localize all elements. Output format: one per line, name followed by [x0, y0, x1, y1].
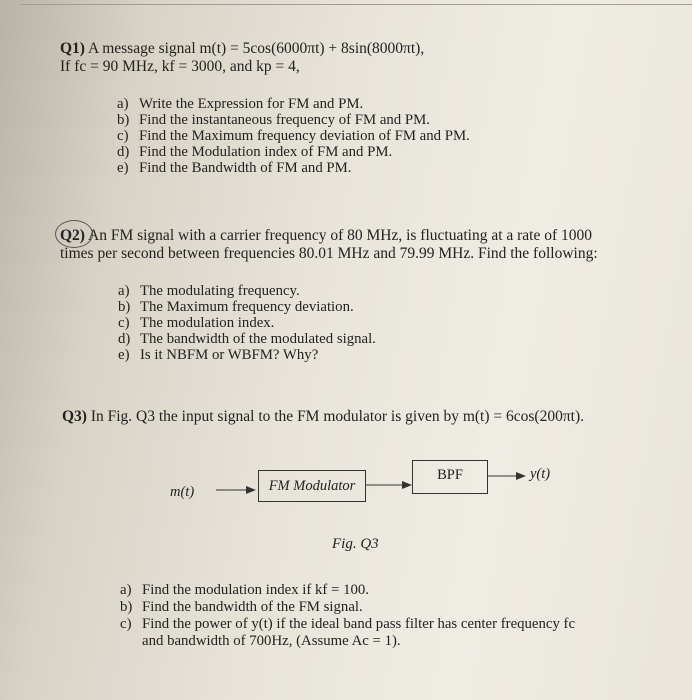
fm-modulator-label: FM Modulator: [268, 478, 356, 494]
q2-statement: An FM signal with a carrier frequency of 80 MHz, is fluctuating at a rate of 1000: [88, 227, 593, 244]
fig-q3-block-diagram: [160, 458, 580, 508]
q3-label: Q3): [62, 408, 87, 425]
q1-item-c: c) Find the Maximum frequency deviation of FM and PM.: [117, 128, 470, 144]
figure-caption: Fig. Q3: [332, 536, 379, 552]
q2-line-2: times per second between frequencies 80.01 MHz and 79.99 MHz. Find the following:: [60, 245, 598, 262]
page-top-edge: [20, 4, 692, 5]
q2-item-c: c) The modulation index.: [118, 315, 275, 331]
q1-item-e: e) Find the Bandwidth of FM and PM.: [117, 160, 352, 176]
q2-label: Q2): [60, 227, 85, 244]
q2-item-b: b) The Maximum frequency deviation.: [118, 299, 354, 315]
fm-modulator-block: [258, 470, 366, 502]
q1-label: Q1): [60, 40, 85, 57]
q1-line-2: If fc = 90 MHz, kf = 3000, and kp = 4,: [60, 58, 300, 75]
q2-item-a: a) The modulating frequency.: [118, 283, 300, 299]
q1-item-d: d) Find the Modulation index of FM and PM.: [117, 144, 393, 160]
bpf-block: [412, 460, 488, 494]
q3-statement: In Fig. Q3 the input signal to the FM modulator is given by m(t) = 6cos(200πt).: [90, 408, 584, 425]
q1-statement: A message signal m(t) = 5cos(6000πt) + 8sin(8000πt),: [88, 40, 425, 57]
q2-line-1: [60, 227, 592, 244]
q1-item-b: b) Find the instantaneous frequency of FM and PM.: [117, 112, 430, 128]
output-signal-label: y(t): [530, 466, 551, 482]
q3-item-c: c) Find the power of y(t) if the ideal band pass filter has center frequency fc: [120, 616, 576, 632]
q3-list: [120, 582, 575, 650]
input-signal-label: m(t): [170, 484, 195, 500]
q3-line-1: [62, 408, 584, 425]
q2-item-d: d) The bandwidth of the modulated signal.: [118, 331, 376, 347]
q2-list: [118, 283, 376, 363]
q1-line-1: [60, 40, 424, 57]
diagram-arrows: [160, 458, 580, 508]
q1-item-a: a) Write the Expression for FM and PM.: [117, 96, 364, 112]
q3-item-b: b) Find the bandwidth of the FM signal.: [120, 599, 363, 615]
q3-item-a: a) Find the modulation index if kf = 100.: [120, 582, 369, 598]
bpf-label: BPF: [437, 467, 463, 483]
q1-list: [117, 96, 470, 176]
q3-item-c-continuation: and bandwidth of 700Hz, (Assume Ac = 1).: [142, 633, 401, 649]
q2-item-e: e) Is it NBFM or WBFM? Why?: [118, 347, 319, 363]
